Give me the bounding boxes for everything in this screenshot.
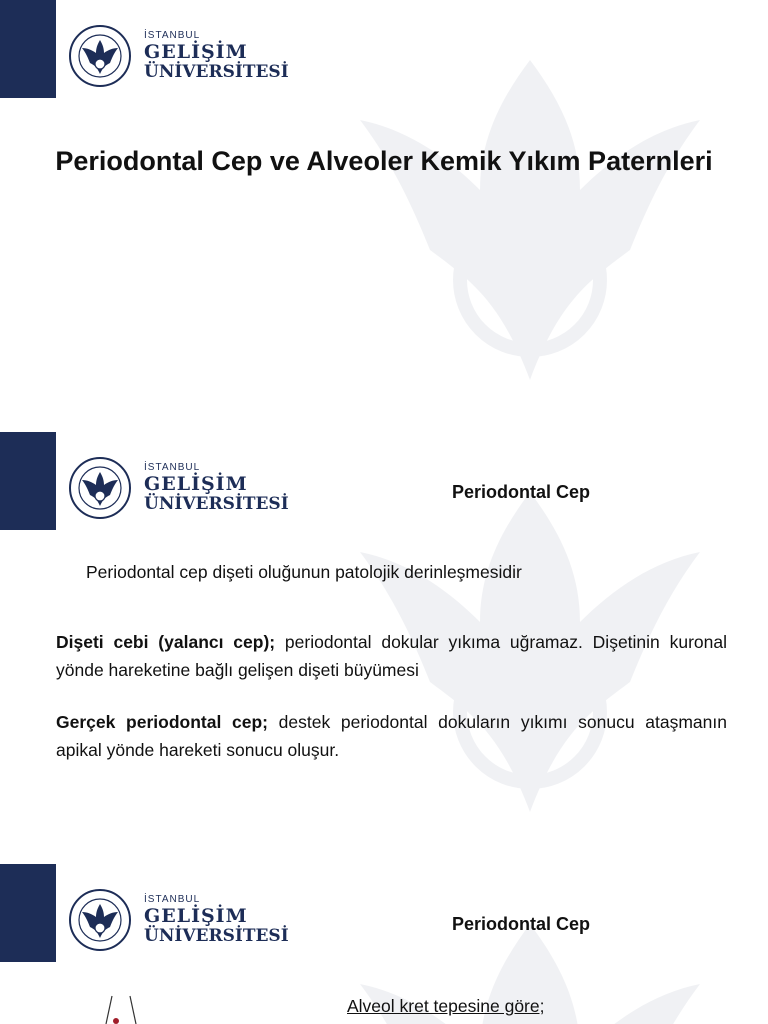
university-logo (68, 456, 289, 520)
university-logo (68, 24, 289, 88)
brand-bar (0, 864, 56, 962)
brand-bar (0, 0, 56, 98)
definition-true-pocket: destek periodontal dokuların yıkımı sonucu ataşmanın apikal yönde hareketi sonucu oluşur. (56, 712, 727, 760)
slide-title: Periodontal Cep ve Alveoler Kemik Yıkım Paternleri (55, 146, 713, 176)
logo-line-2: GELİŞİM (144, 41, 248, 63)
university-seal-icon (68, 24, 132, 88)
logo-line-3: ÜNİVERSİTESİ (144, 494, 289, 514)
slide-gap (0, 412, 768, 432)
watermark-phoenix-icon (330, 20, 730, 412)
definition-pseudo-pocket: periodontal dokular yıkıma uğramaz. Dişetinin kuronal yönde hareketine bağlı gelişen dişeti büyümesi (56, 632, 727, 680)
logo-line-2: GELİŞİM (144, 473, 248, 495)
tooth-diagram-fragment (96, 994, 146, 1024)
slide-3 (0, 864, 768, 1024)
university-seal-icon (68, 456, 132, 520)
university-seal-icon (68, 888, 132, 952)
logo-line-3: ÜNİVERSİTESİ (144, 62, 289, 82)
slide-gap (0, 844, 768, 864)
logo-line-1: İSTANBUL (144, 462, 201, 473)
slide-1 (0, 0, 768, 412)
logo-line-3: ÜNİVERSİTESİ (144, 926, 289, 946)
university-logo (68, 888, 289, 952)
slide-heading: Periodontal Cep (452, 914, 591, 934)
brand-bar (0, 432, 56, 530)
subheading-alveolar-crest: Alveol kret tepesine göre; (347, 996, 545, 1016)
term-true-pocket: Gerçek periodontal cep; (56, 712, 268, 732)
slide-heading: Periodontal Cep (452, 482, 591, 502)
logo-line-1: İSTANBUL (144, 894, 201, 905)
intro-text: Periodontal cep dişeti oluğunun patolojik derinleşmesidir (86, 562, 522, 582)
paragraph-pseudo-pocket (56, 628, 727, 684)
logo-line-2: GELİŞİM (144, 905, 248, 927)
paragraph-true-pocket (56, 708, 727, 764)
term-pseudo-pocket: Dişeti cebi (yalancı cep); (56, 632, 276, 652)
logo-line-1: İSTANBUL (144, 30, 201, 41)
slide-2 (0, 432, 768, 844)
